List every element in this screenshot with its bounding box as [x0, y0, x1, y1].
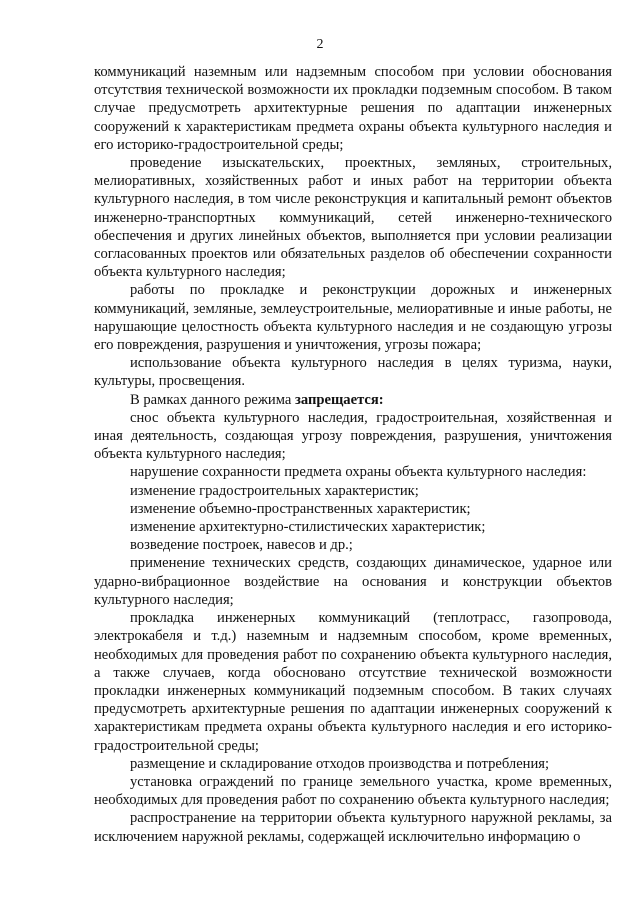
paragraph: изменение архитектурно-стилистических характеристик; [130, 519, 486, 536]
paragraph: изменение градостроительных характеристик; [130, 482, 419, 499]
paragraph: работы по прокладке и реконструкции дорожных и инженерных коммуникаций, земляные, землеустроительные, мелиоративные и иные работы, не нарушающие целостность объекта культурного наследия и не создающую угрозы его повреждения, разрушения и уничтожения, угрозы пожара; [94, 282, 612, 354]
paragraph: использование объекта культурного наследия в целях туризма, науки, культуры, просвещения. [94, 355, 612, 390]
paragraph: применение технических средств, создающих динамическое, ударное или ударно-вибрационное воздействие на основания и конструкции объектов культурного наследия; [94, 555, 612, 608]
regime-intro-text: В рамках данного режима [130, 391, 295, 408]
page-number: 2 [316, 37, 324, 52]
paragraph: коммуникаций наземным или надземным способом при условии обоснования отсутствия технической возможности их прокладки подземным способом. В таком случае предусмотреть архитектурные решения по адаптации инженерных сооружений к характеристикам предмета охраны объекта культурного наследия и его историко-градостроительной среды; [94, 64, 612, 153]
bold-prohibited: запрещается: [295, 391, 384, 408]
paragraph: проведение изыскательских, проектных, земляных, строительных, мелиоративных, хозяйственных работ и иных работ на территории объекта культурного наследия, в том числе реконструкция и капитальный ремонт объектов инженерно-транспортных коммуникаций, сетей инженерно-технического обеспечения и других линейных объектов, выполняется при условии реализации согласованных проектов или обязательных разделов об обеспечении сохранности объекта культурного наследия; [94, 155, 612, 281]
paragraph-regime-intro [94, 391, 612, 409]
paragraph: нарушение сохранности предмета охраны объекта культурного наследия: [130, 464, 587, 481]
paragraph: возведение построек, навесов и др.; [130, 537, 353, 554]
paragraph: прокладка инженерных коммуникаций (теплотрасс, газопровода, электрокабеля и т.д.) наземным и надземным способом, кроме временных, необходимых для проведения работ по сохранению объекта культурного наследия, а также случаев, когда обосновано отсутствие технической возможности прокладки инженерных коммуникаций подземным способом. В таких случаях предусмотреть архитектурные решения по адаптации инженерных сооружений к характеристикам предмета охраны объекта культурного наследия и его историко-градостроительной среды; [94, 610, 612, 754]
paragraph: размещение и складирование отходов производства и потребления; [130, 755, 550, 772]
paragraph: установка ограждений по границе земельного участка, кроме временных, необходимых для проведения работ по сохранению объекта культурного наследия; [94, 773, 612, 809]
document-body [94, 63, 612, 846]
paragraph: распространение на территории объекта культурного наружной рекламы, за исключением наружной рекламы, содержащей исключительно информацию о [94, 810, 612, 845]
paragraph: снос объекта культурного наследия, градостроительная, хозяйственная и иная деятельность, создающая угрозу повреждения, разрушения, уничтожения объекта культурного наследия; [94, 409, 612, 463]
paragraph: изменение объемно-пространственных характеристик; [130, 500, 471, 517]
